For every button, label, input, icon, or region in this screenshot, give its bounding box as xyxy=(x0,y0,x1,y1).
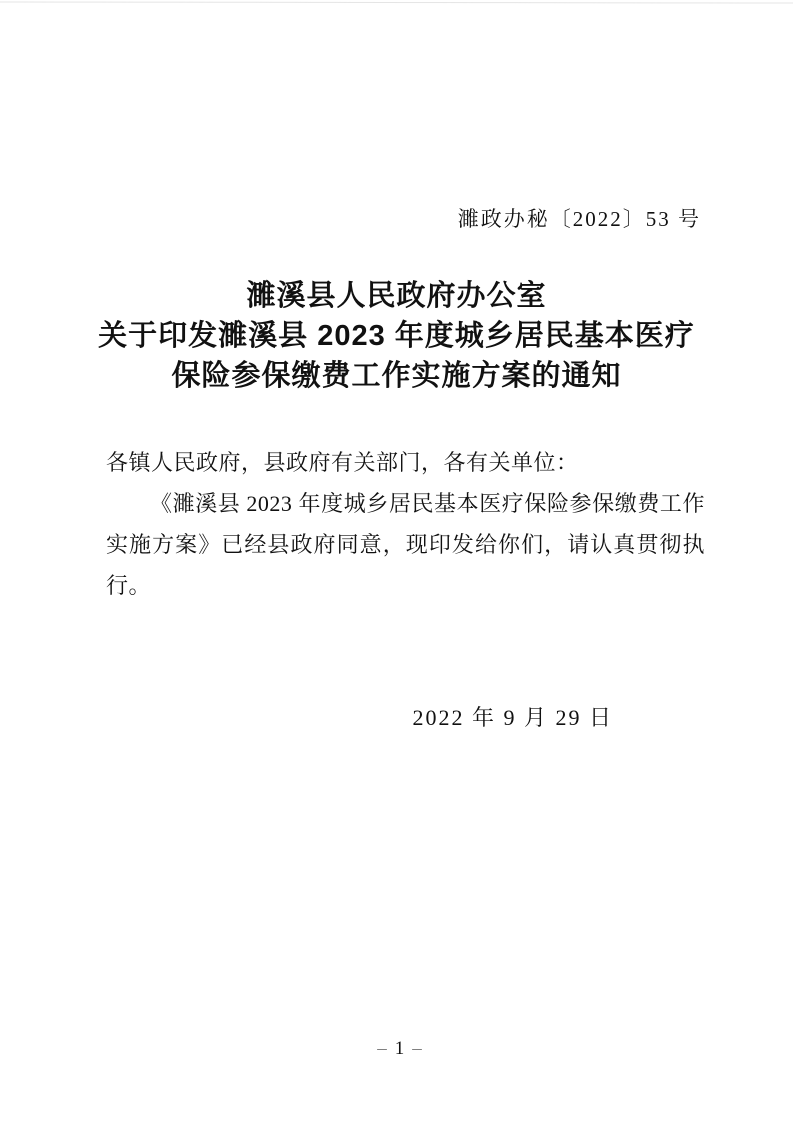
page-number-dash-left: – xyxy=(377,1038,388,1059)
page-footer xyxy=(0,1038,793,1060)
issue-date: 2022 年 9 月 29 日 xyxy=(412,705,613,730)
title-line-2: 关于印发濉溪县 2023 年度城乡居民基本医疗 xyxy=(98,320,695,352)
page-number-value: 1 xyxy=(394,1038,406,1059)
body-paragraph: 《濉溪县 2023 年度城乡居民基本医疗保险参保缴费工作实施方案》已经县政府同意，现印发给你们，请认真贯彻执行。 xyxy=(106,491,705,598)
title-line-1: 濉溪县人民政府办公室 xyxy=(246,280,547,312)
page-number xyxy=(370,1038,430,1060)
page-number-dash-right: – xyxy=(412,1038,423,1059)
document-number: 濉政办秘〔2022〕53 号 xyxy=(457,207,701,231)
document-body xyxy=(106,442,705,606)
salutation-line: 各镇人民政府，县政府有关部门，各有关单位： xyxy=(106,450,579,475)
scan-edge-artifact xyxy=(0,1,793,3)
document-title xyxy=(40,276,753,396)
title-line-3: 保险参保缴费工作实施方案的通知 xyxy=(171,360,622,392)
